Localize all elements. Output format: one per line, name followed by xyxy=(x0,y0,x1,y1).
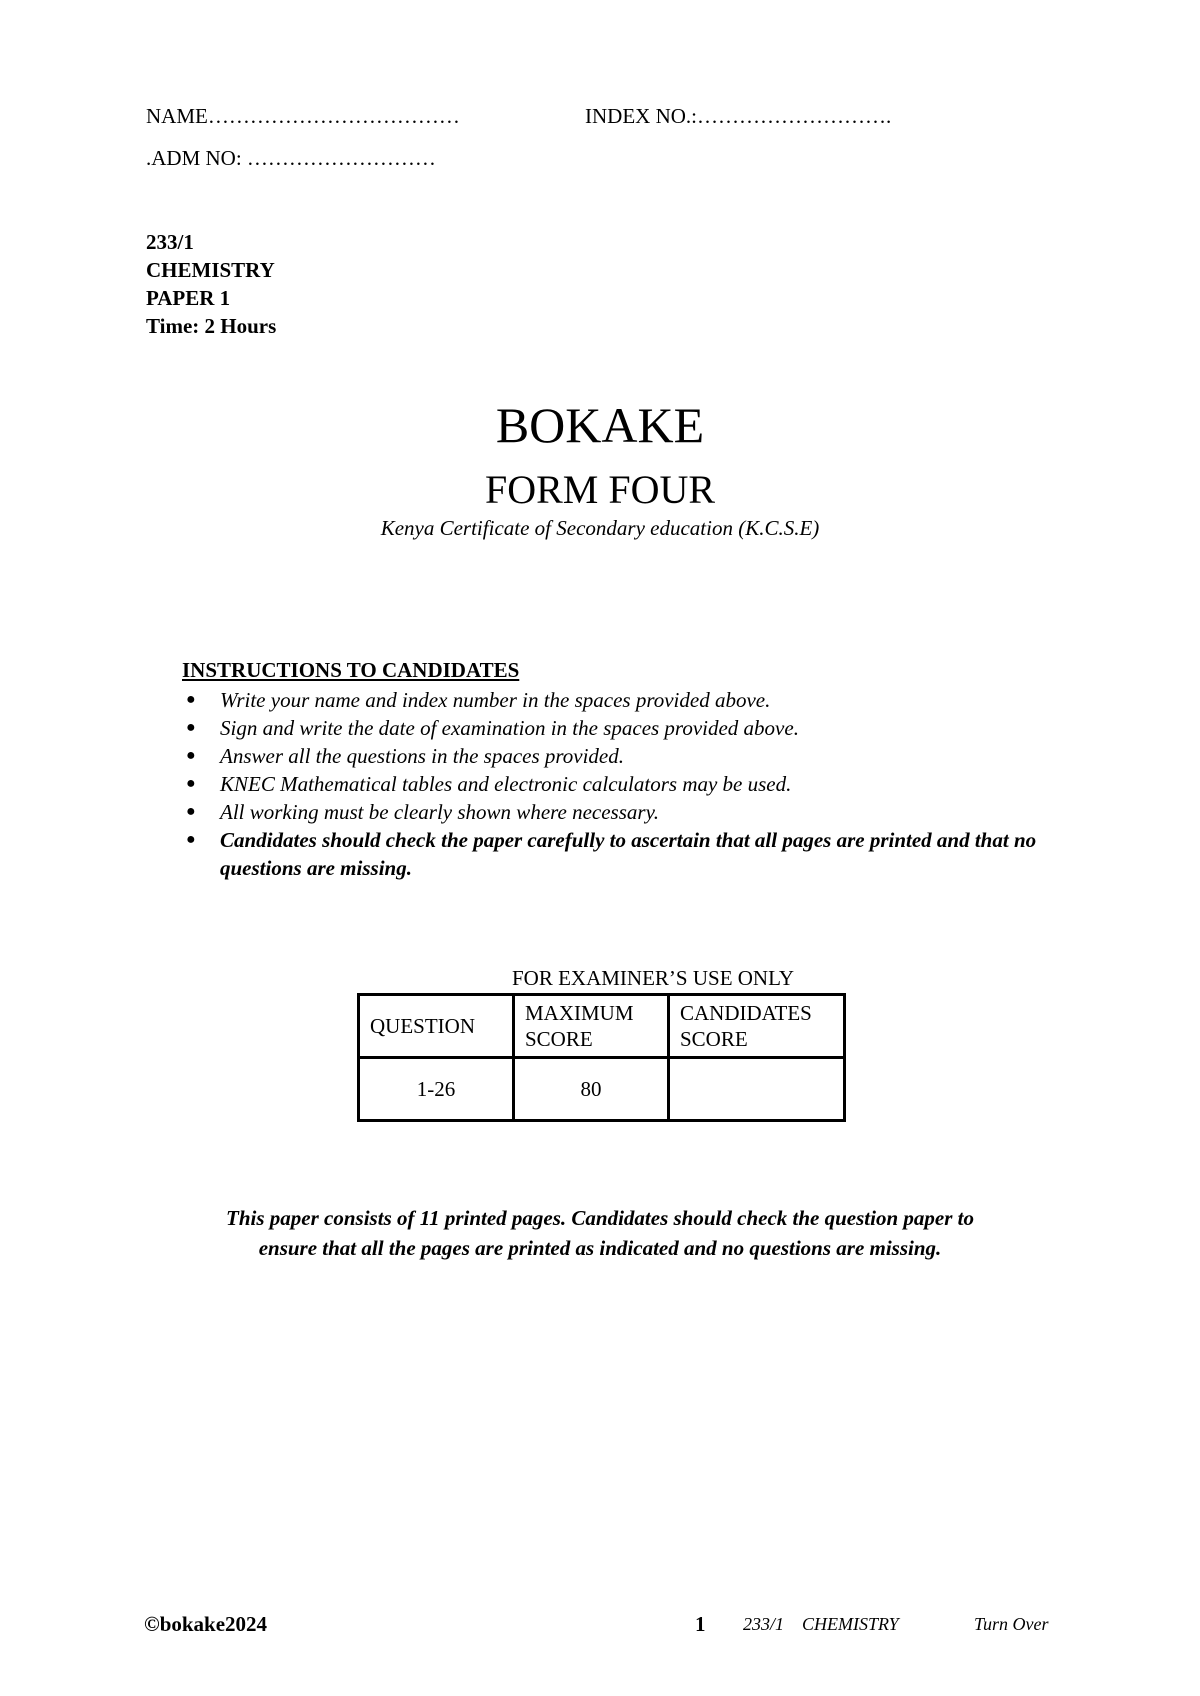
table-row xyxy=(359,1058,845,1121)
instruction-item: ● Candidates should check the paper carefully to ascertain that all pages are printed and that no questions are missing. xyxy=(186,828,1037,880)
column-header-question: QUESTION xyxy=(359,995,514,1058)
candidates-score-cell[interactable] xyxy=(669,1058,845,1121)
instruction-item: ● Write your name and index number in the spaces provided above. xyxy=(186,688,771,712)
paper-code: 233/1 xyxy=(146,230,194,254)
copyright-footer: ©bokake2024 xyxy=(144,1612,268,1636)
page-count-note-line1: This paper consists of 11 printed pages. Candidates should check the question paper to xyxy=(226,1206,974,1230)
paper-number: PAPER 1 xyxy=(146,286,231,310)
bullet-icon: ● xyxy=(186,719,196,736)
maximum-score-cell: 80 xyxy=(514,1058,669,1121)
name-field: NAME……………………………… xyxy=(146,104,460,128)
examiner-heading: FOR EXAMINER’S USE ONLY xyxy=(512,966,794,990)
school-name: BOKAKE xyxy=(495,397,705,453)
instruction-item: ● All working must be clearly shown where necessary. xyxy=(186,800,659,824)
instructions-heading: INSTRUCTIONS TO CANDIDATES xyxy=(182,658,520,682)
bullet-icon: ● xyxy=(186,803,196,820)
subject-name: CHEMISTRY xyxy=(146,258,275,282)
index-number-field: INDEX NO.:………………………. xyxy=(585,104,892,128)
column-header-candidates-score: CANDIDATES SCORE xyxy=(669,995,845,1058)
instructions-list xyxy=(182,686,1082,882)
instruction-item: ● Sign and write the date of examination in the spaces provided above. xyxy=(186,716,799,740)
question-range-cell: 1-26 xyxy=(359,1058,514,1121)
bullet-icon: ● xyxy=(186,747,196,764)
bullet-icon: ● xyxy=(186,691,196,708)
admission-number-field: .ADM NO: ……………………… xyxy=(146,146,436,170)
exam-name: Kenya Certificate of Secondary education (K.C.S.E) xyxy=(380,516,820,540)
turn-over-label: Turn Over xyxy=(974,1614,1049,1634)
footer-paper-code: 233/1 CHEMISTRY xyxy=(743,1614,899,1634)
examiner-score-table xyxy=(357,993,846,1122)
time-allowed: Time: 2 Hours xyxy=(146,314,277,338)
column-header-maximum-score: MAXIMUM SCORE xyxy=(514,995,669,1058)
page-count-note-line2: ensure that all the pages are printed as indicated and no questions are missing. xyxy=(258,1236,942,1260)
bullet-icon: ● xyxy=(186,775,196,792)
instruction-item: ● KNEC Mathematical tables and electronic calculators may be used. xyxy=(186,772,792,796)
bullet-icon: ● xyxy=(186,831,196,848)
form-level: FORM FOUR xyxy=(484,467,716,512)
table-header-row xyxy=(359,995,845,1058)
instruction-item: ● Answer all the questions in the spaces provided. xyxy=(186,744,625,768)
page-number: 1 xyxy=(695,1612,706,1636)
